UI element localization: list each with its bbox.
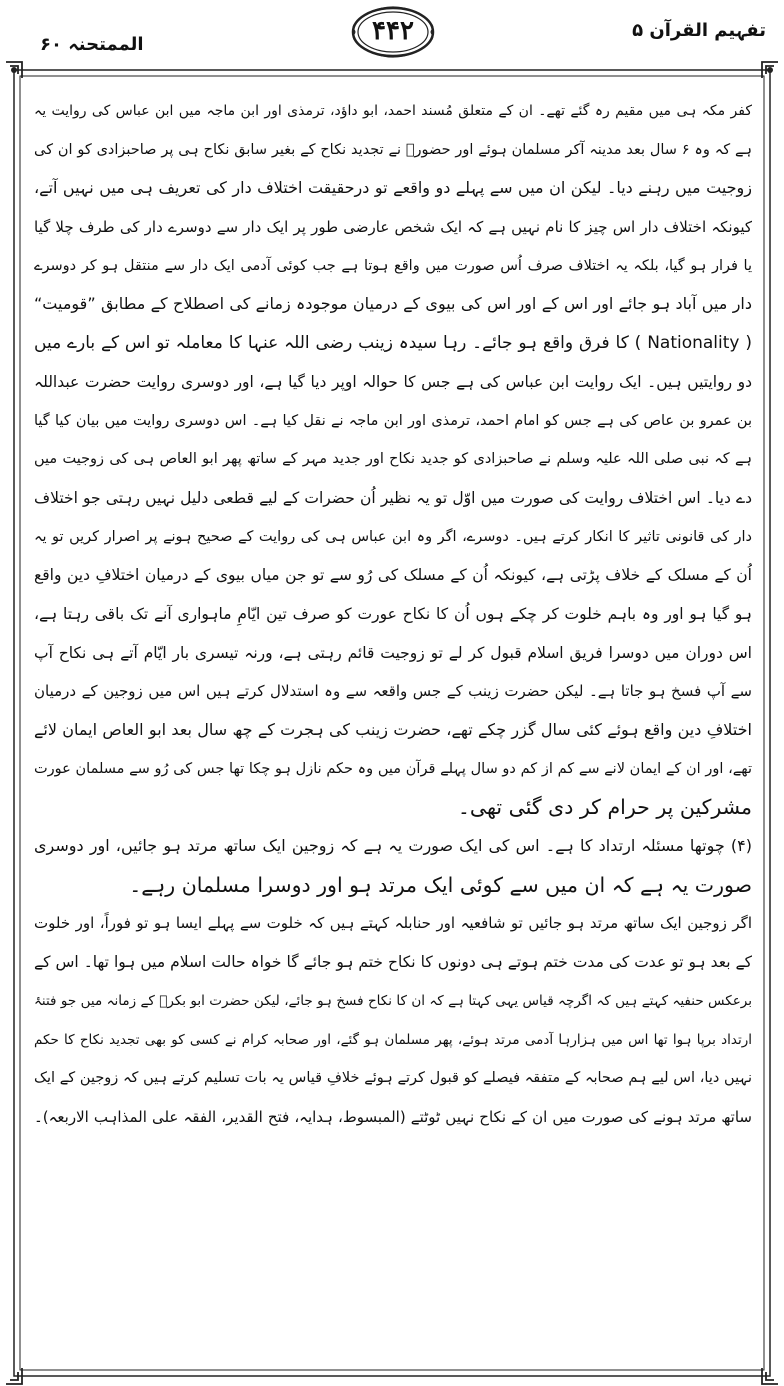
text-line: بن عمرو بن عاص کی ہے جس کو امام احمد، ترمذی اور ابن ماجہ نے نقل کیا ہے۔ اس دوسری روایت میں بیان کیا گیا [34,412,752,429]
text-line: برعکس حنفیہ کہتے ہیں کہ اگرچہ قیاس یہی کہتا ہے کہ ان کا نکاح فسخ ہو جائے، لیکن حضرت ابو بکرؓ کے زمانہ میں جو فتنۂ [34,992,752,1009]
text-line: ساتھ مرتد ہونے کی صورت میں ان کے نکاح نہیں ٹوٹتے (المبسوط، ہدایہ، فتح القدیر، الفقہ علی المذاہب الاربعہ)۔ [34,1107,752,1126]
text-line: اس دوران میں دوسرا فریق اسلام قبول کر لے تو زوجیت قائم رہتی ہے، ورنہ تیسری بار ایّام آتے ہی نکاح آپ [34,643,752,662]
text-line: ( Nationality ) کا فرق واقع ہو جائے۔ رہا سیدہ زینب رضی اللہ عنہا کا معاملہ تو اس کے بارے میں [34,333,752,354]
text-line: کے بعد ہو تو عدت کی مدت ختم ہوتے ہی دونوں کا نکاح ختم ہو جائے گا خواہ حالت اسلام میں ہوا تھا۔ اس کے [34,953,752,972]
text-line: دار میں آباد ہو جائے اور اس کے اور اس کی بیوی کے درمیان موجودہ زمانے کی اصطلاح کے مطابق ”قومیت“ [34,294,752,314]
text-line: اُن کے مسلک کے خلاف پڑتی ہے، کیونکہ اُن کے مسلک کی رُو سے تو جن میاں بیوی کے درمیان اختلافِ دین واقع [34,566,752,585]
text-line: نہیں دیا، اس لیے ہم صحابہ کے متفقہ فیصلے کو قبول کرتے ہوئے خلافِ قیاس یہ بات تسلیم کرتے ہیں کہ زوجین کے ایک [34,1070,752,1087]
text-line: ہے کہ وہ ۶ سال بعد مدینہ آکر مسلمان ہوئے اور حضورؐ نے تجدید نکاح کے بغیر سابق نکاح ہی پر صاحبزادی کو ان کی [34,141,752,158]
tafsir-body-text [34,92,752,1372]
text-line: سے آپ فسخ ہو جاتا ہے۔ لیکن حضرت زینب کے جس واقعہ سے وہ استدلال کرتے ہیں اس میں زوجین کے درمیان [34,682,752,701]
text-line: کیونکہ اختلاف دار اس چیز کا نام نہیں ہے کہ ایک شخص عارضی طور پر ایک دار سے دوسرے دار کی طرف چلا گیا [34,218,752,237]
text-line: دار کی قانونی تاثیر کا انکار کرتے ہیں۔ دوسرے، اگر وہ ابن عباس ہی کی روایت کے صحیح ہونے پر اصرار کریں تو یہ [34,528,752,545]
text-line: کفر مکہ ہی میں مقیم رہ گئے تھے۔ ان کے متعلق مُسند احمد، ابو داؤد، ترمذی اور ابن ماجہ میں ابن عباس کی روایت یہ [34,103,752,119]
book-title: تفہیم القرآن ۵ [632,20,766,41]
text-line: اختلافِ دین واقع ہوئے کئی سال گزر چکے تھے، حضرت زینب کی ہجرت کے چھ سال بعد ابو العاص ایمان لائے [34,720,752,739]
text-line: دے دیا۔ اس اختلاف روایت کی صورت میں اوّل تو یہ نظیر اُن حضرات کے لیے قطعی دلیل نہیں رہتی جو اختلاف [34,488,752,507]
ornamental-corner-icon [762,1368,778,1384]
page-header [0,0,784,72]
text-line: (۴) چوتھا مسئلہ ارتداد کا ہے۔ اس کی ایک صورت یہ ہے کہ زوجین ایک ساتھ مرتد ہو جائیں، اور دوسری [34,836,752,856]
text-line: اگر زوجین ایک ساتھ مرتد ہو جائیں تو شافعیہ اور حنابلہ کہتے ہیں کہ خلوت سے پہلے ایسا ہو تو فوراً، اور خلوت [34,914,752,933]
text-line: یا فرار ہو گیا، بلکہ یہ اختلاف صرف اُس صورت میں واقع ہوتا ہے جب کوئی آدمی ایک دار سے منتقل ہو کر دوسرے [34,257,752,274]
surah-reference: الممتحنہ ۶۰ [40,34,144,55]
text-line: مشرکین پر حرام کر دی گئی تھی۔ [457,795,752,820]
text-line: ہو گیا ہو اور وہ باہم خلوت کر چکے ہوں اُن کا نکاح عورت کو صرف تین ایّامِ ماہواری آنے تک باقی رہتا ہے، [34,604,752,623]
text-line: ارتداد برپا ہوا تھا اس میں ہزارہا آدمی مرتد ہوئے، پھر مسلمان ہو گئے، اور صحابہ کرام نے کسی کو بھی تجدید نکاح کا حکم [34,1031,752,1048]
text-line: زوجیت میں رہنے دیا۔ لیکن ان میں سے پہلے دو واقعے تو درحقیقت اختلاف دار کی تعریف ہی میں نہیں آتے، [34,178,752,198]
page-number-medallion [350,4,436,60]
text-line: ہے کہ نبی صلی اللہ علیہ وسلم نے صاحبزادی کو جدید نکاح اور جدید مہر کے ساتھ پھر ابو العاص ہی کی زوجیت میں [34,451,752,468]
ornamental-corner-icon [6,1368,22,1384]
text-line: دو روایتیں ہیں۔ ایک روایت ابن عباس کی ہے جس کا حوالہ اوپر دیا گیا ہے، اور دوسری روایت حضرت عبداللہ [34,372,752,391]
text-line: تھے، اور ان کے ایمان لانے سے کم از کم دو سال پہلے قرآن میں وہ حکم نازل ہو چکا تھا جس کی رُو سے مسلمان عورت [34,760,752,777]
page-number: ۴۴۲ [372,16,414,46]
text-line: صورت یہ ہے کہ ان میں سے کوئی ایک مرتد ہو اور دوسرا مسلمان رہے۔ [129,872,752,897]
